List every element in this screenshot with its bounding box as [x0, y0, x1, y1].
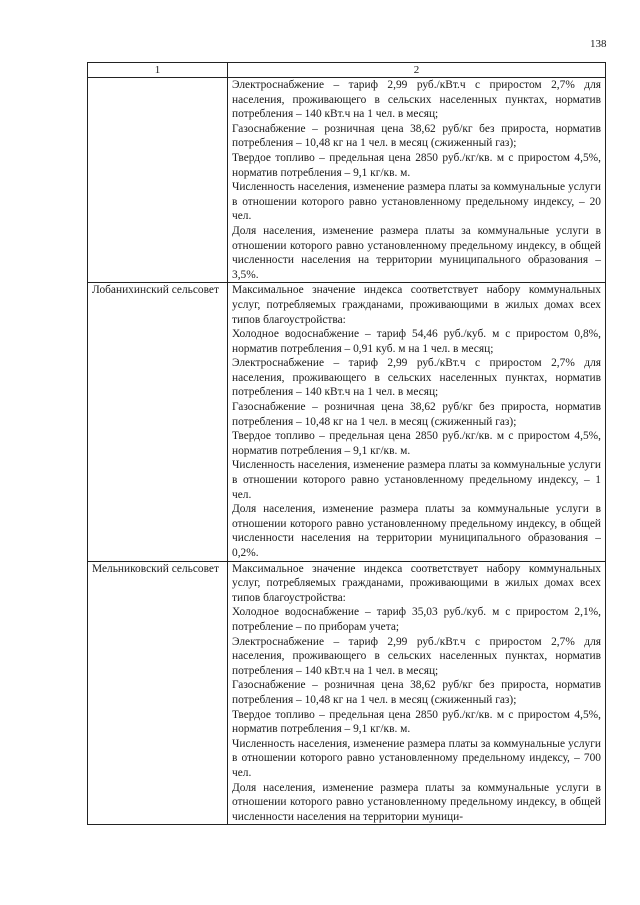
paragraph: Газоснабжение – розничная цена 38,62 руб/кг без прироста, норматив потребления – 10,48 кг на 1 чел. в месяц (сжиженный газ); [232, 401, 601, 428]
paragraph: Твердое топливо – предельная цена 2850 руб./кг/кв. м с приростом 4,5%, норматив потребления – 9,1 кг/кв. м. [232, 708, 601, 736]
municipality-name [88, 78, 228, 283]
paragraph: Численность населения, изменение размера платы за коммунальные услуги в отношении которого равно установленному предельному индексу, – 1 чел. [232, 459, 601, 501]
paragraph: Максимальное значение индекса соответствует набору коммунальных услуг, потребляемых гражданами, проживающими в жилых домах всех типов благоустройства: [232, 284, 601, 326]
paragraph: Доля населения, изменение размера платы за коммунальные услуги в отношении которого равно установленному предельному индексу, в общей численности населения на территории муниципального образования – 3,5%. [232, 224, 601, 281]
page-number: 138 [590, 38, 607, 50]
tariff-description [228, 283, 606, 561]
paragraph: Газоснабжение – розничная цена 38,62 руб/кг без прироста, норматив потребления – 10,48 кг на 1 чел. в месяц (сжиженный газ); [232, 122, 601, 150]
table-row [88, 561, 606, 825]
paragraph: Численность населения, изменение размера платы за коммунальные услуги в отношении которого равно установленному предельному индексу, – 20 чел. [232, 181, 601, 223]
paragraph: Твердое топливо – предельная цена 2850 руб./кг/кв. м с приростом 4,5%, норматив потребления – 9,1 кг/кв. м. [232, 151, 601, 179]
paragraph: Газоснабжение – розничная цена 38,62 руб/кг без прироста, норматив потребления – 10,48 кг на 1 чел. в месяц (сжиженный газ); [232, 679, 601, 706]
paragraph: Доля населения, изменение размера платы за коммунальные услуги в отношении которого равно установленному предельному индексу, в общей численности населения на территории муници- [232, 781, 601, 823]
column-header-2: 2 [228, 63, 606, 78]
paragraph: Электроснабжение – тариф 2,99 руб./кВт.ч с приростом 2,7% для населения, проживающего в сельских населенных пунктах, норматив потребления – 140 кВт.ч на 1 чел. в месяц; [232, 635, 601, 677]
paragraph: Электроснабжение – тариф 2,99 руб./кВт.ч с приростом 2,7% для населения, проживающего в сельских населенных пунктах, норматив потребления – 140 кВт.ч на 1 чел. в месяц; [232, 357, 601, 399]
table-row [88, 283, 606, 561]
paragraph: Холодное водоснабжение – тариф 35,03 руб./куб. м с приростом 2,1%, потребление – по приборам учета; [232, 606, 601, 633]
header-row [88, 63, 606, 78]
column-header-1: 1 [88, 63, 228, 78]
paragraph: Максимальное значение индекса соответствует набору коммунальных услуг, потребляемых гражданами, проживающими в жилых домах всех типов благоустройства: [232, 562, 601, 604]
table-row [88, 78, 606, 283]
tariff-table [87, 62, 606, 825]
municipality-name: Лобанихинский сельсовет [88, 283, 228, 561]
paragraph: Численность населения, изменение размера платы за коммунальные услуги в отношении которого равно установленному предельному индексу, – 700 чел. [232, 737, 601, 779]
paragraph: Доля населения, изменение размера платы за коммунальные услуги в отношении которого равно установленному предельному индексу, в общей численности населения на территории муниципального образования – 0,2%. [232, 503, 601, 559]
tariff-description [228, 561, 606, 825]
paragraph: Твердое топливо – предельная цена 2850 руб./кг/кв. м с приростом 4,5%, норматив потребления – 9,1 кг/кв. м. [232, 430, 601, 457]
paragraph: Холодное водоснабжение – тариф 54,46 руб./куб. м с приростом 0,8%, норматив потребления – 0,91 куб. м на 1 чел. в месяц; [232, 328, 601, 355]
paragraph: Электроснабжение – тариф 2,99 руб./кВт.ч с приростом 2,7% для населения, проживающего в сельских населенных пунктах, норматив потребления – 140 кВт.ч на 1 чел. в месяц; [232, 79, 601, 121]
municipality-name: Мельниковский сельсовет [88, 561, 228, 825]
tariff-description [228, 78, 606, 283]
